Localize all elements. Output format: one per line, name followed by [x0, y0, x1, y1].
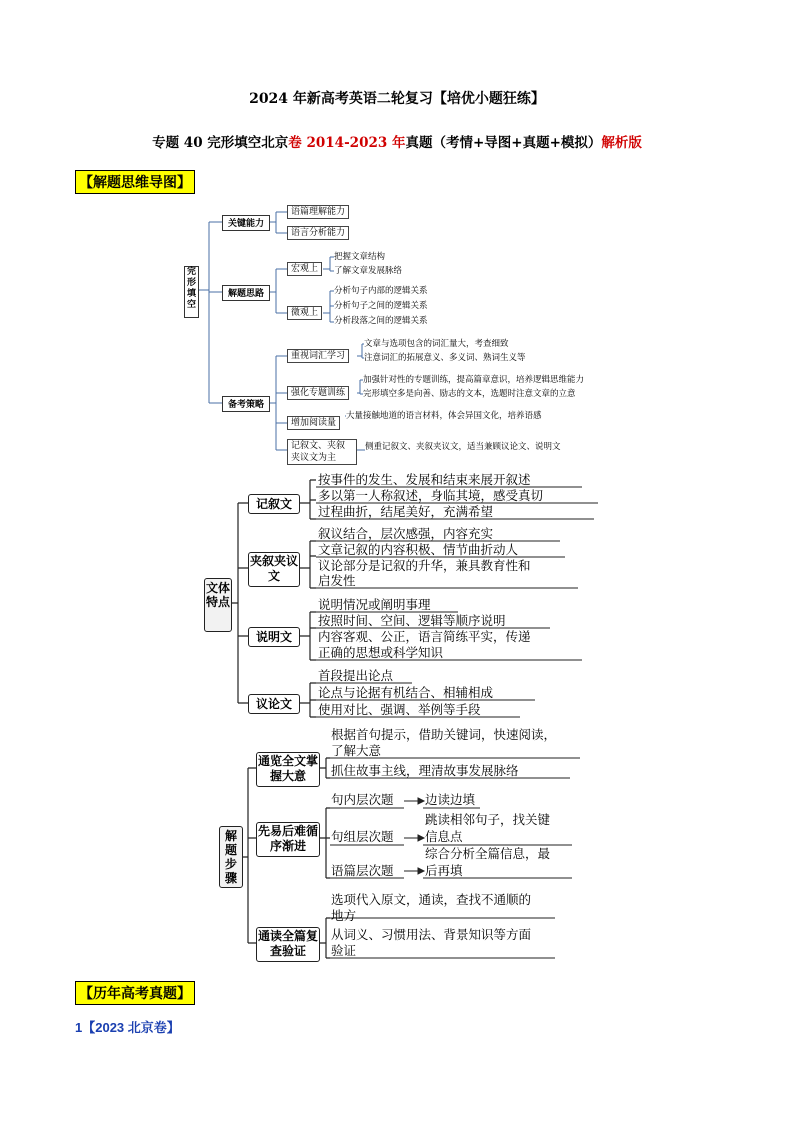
mindmap3-sub-result: 信息点 [425, 829, 463, 844]
mindmap2-line: 首段提出论点 [318, 668, 394, 683]
mindmap2-line: 按事件的发生、发展和结束来展开叙述 [318, 472, 531, 487]
mindmap3-branch-easy-first: 先易后难循序渐进 [256, 822, 320, 857]
mindmap3-branch-overview: 通览全文掌握大意 [256, 752, 320, 787]
mindmap2-line: 使用对比、强调、举例等手段 [318, 702, 481, 717]
question-number: 1 [75, 1020, 83, 1035]
mindmap1-sub-reading: 增加阅读量 [287, 416, 340, 430]
mindmap2-line: 叙议结合，层次感强，内容充实 [318, 526, 494, 541]
subtitle-part-a: 专题 40 完形填空北京 [152, 135, 289, 151]
mindmap3-root: 解题步骤 [219, 826, 243, 888]
mindmap1-root: 完形填空 [184, 266, 199, 318]
mindmap3-branch-review: 通读全篇复查验证 [256, 927, 320, 962]
mindmap1-item: 分析句子内部的逻辑关系 [334, 286, 428, 296]
mindmap2-line: 按照时间、空间、逻辑等顺序说明 [318, 613, 506, 628]
mindmap3-line: 选项代入原文，通读，查找不通顺的 [331, 892, 532, 907]
mindmap1-leaf: 语篇理解能力 [287, 205, 349, 219]
subtitle-part-c: 真题（考情+导图+真题+模拟） [405, 135, 602, 151]
mindmap1-branch-strategy: 备考策略 [222, 396, 270, 412]
mindmap2-line: 内容客观、公正，语言简练平实，传递 [318, 629, 531, 644]
question-source: 【2023 北京卷】 [82, 1020, 180, 1035]
mindmap1-item: 了解文章发展脉络 [334, 266, 403, 276]
mindmap1-branch-approach: 解题思路 [222, 285, 270, 301]
mindmap1-sub-training: 强化专题训练 [287, 386, 349, 400]
mindmap1-leaf: 语言分析能力 [287, 226, 349, 240]
mindmap2-line: 文章记叙的内容积极、情节曲折动人 [318, 542, 519, 557]
mindmap3-line: 从词义、习惯用法、背景知识等方面 [331, 927, 532, 942]
mindmap1-item: 分析句子之间的逻辑关系 [334, 301, 428, 311]
question-heading [75, 1017, 180, 1036]
subtitle-part-d: 解析版 [601, 135, 642, 151]
mindmap2-line: 说明情况或阐明事理 [318, 597, 431, 612]
mindmap2-branch-mixed: 夹叙夹议文 [248, 552, 300, 587]
mindmap1-item: 完形填空多是向善、励志的文本，选题时注意文章的立意 [363, 389, 576, 399]
mindmap2-line: 正确的思想或科学知识 [318, 645, 444, 660]
mindmap1-sub-genre: 记叙文、夹叙夹议文为主 [287, 439, 357, 465]
subtitle-part-b: 卷 2014-2023 年 [288, 135, 406, 151]
mindmap1-sub-macro: 宏观上 [287, 262, 322, 276]
mindmap3-line: 了解大意 [331, 743, 382, 758]
mindmap3-line: 验证 [331, 943, 357, 958]
mindmap1-branch-key-ability: 关键能力 [222, 215, 270, 231]
mindmap2-branch-narrative: 记叙文 [248, 494, 300, 514]
mindmap3-sub-result: 跳读相邻句子，找关键 [425, 812, 551, 827]
mindmap2-root: 文体特点 [204, 578, 232, 632]
mindmap2-line: 过程曲折，结尾美好，充满希望 [318, 504, 494, 519]
mindmap3-sub-result: 后再填 [425, 863, 463, 878]
mindmap3-line: 抓住故事主线，理清故事发展脉络 [331, 763, 519, 778]
mindmap2-branch-argumentative: 议论文 [248, 694, 300, 714]
mindmap1-sub-vocab: 重视词汇学习 [287, 349, 349, 363]
mindmap3-line: 地方 [331, 908, 357, 923]
mindmap3-sub-result: 综合分析全篇信息，最 [425, 846, 551, 861]
mindmap1-item: 大量接触地道的语言材料，体会异国文化，培养语感 [346, 411, 542, 421]
mindmap1-item: 文章与选项包含的词汇量大，考查细致 [364, 339, 509, 349]
mindmap2-line: 议论部分是记叙的升华，兼具教育性和 [318, 558, 531, 573]
mindmap3-line: 根据首句提示，借助关键词，快速阅读， [331, 727, 557, 742]
mindmap1-item: 分析段落之间的逻辑关系 [334, 316, 428, 326]
mindmap1-item: 把握文章结构 [334, 252, 386, 262]
section-label-past-exams: 【历年高考真题】 [75, 981, 195, 1005]
mindmap3-sub-label: 句内层次题 [331, 792, 394, 807]
mindmap2-line: 论点与论据有机结合、相辅相成 [318, 685, 494, 700]
mindmap1-item: 侧重记叙文、夹叙夹议文，适当兼顾议论文、说明文 [365, 442, 561, 452]
mindmap3-sub-label: 句组层次题 [331, 829, 394, 844]
mindmap1-item: 注意词汇的拓展意义、多义词、熟词生义等 [364, 353, 526, 363]
mindmap2-line: 启发性 [318, 573, 356, 588]
section-label-mindmap: 【解题思维导图】 [75, 170, 195, 194]
mindmap3-sub-label: 语篇层次题 [331, 863, 394, 878]
mindmap1-sub-micro: 微观上 [287, 306, 322, 320]
mindmap1-item: 加强针对性的专题训练，提高篇章意识，培养逻辑思维能力 [363, 375, 585, 385]
mindmap2-branch-expository: 说明文 [248, 627, 300, 647]
mindmap3-sub-result: 边读边填 [425, 792, 476, 807]
page-title: 2024 年新高考英语二轮复习【培优小题狂练】 [249, 91, 545, 107]
mindmap2-line: 多以第一人称叙述，身临其境，感受真切 [318, 488, 544, 503]
